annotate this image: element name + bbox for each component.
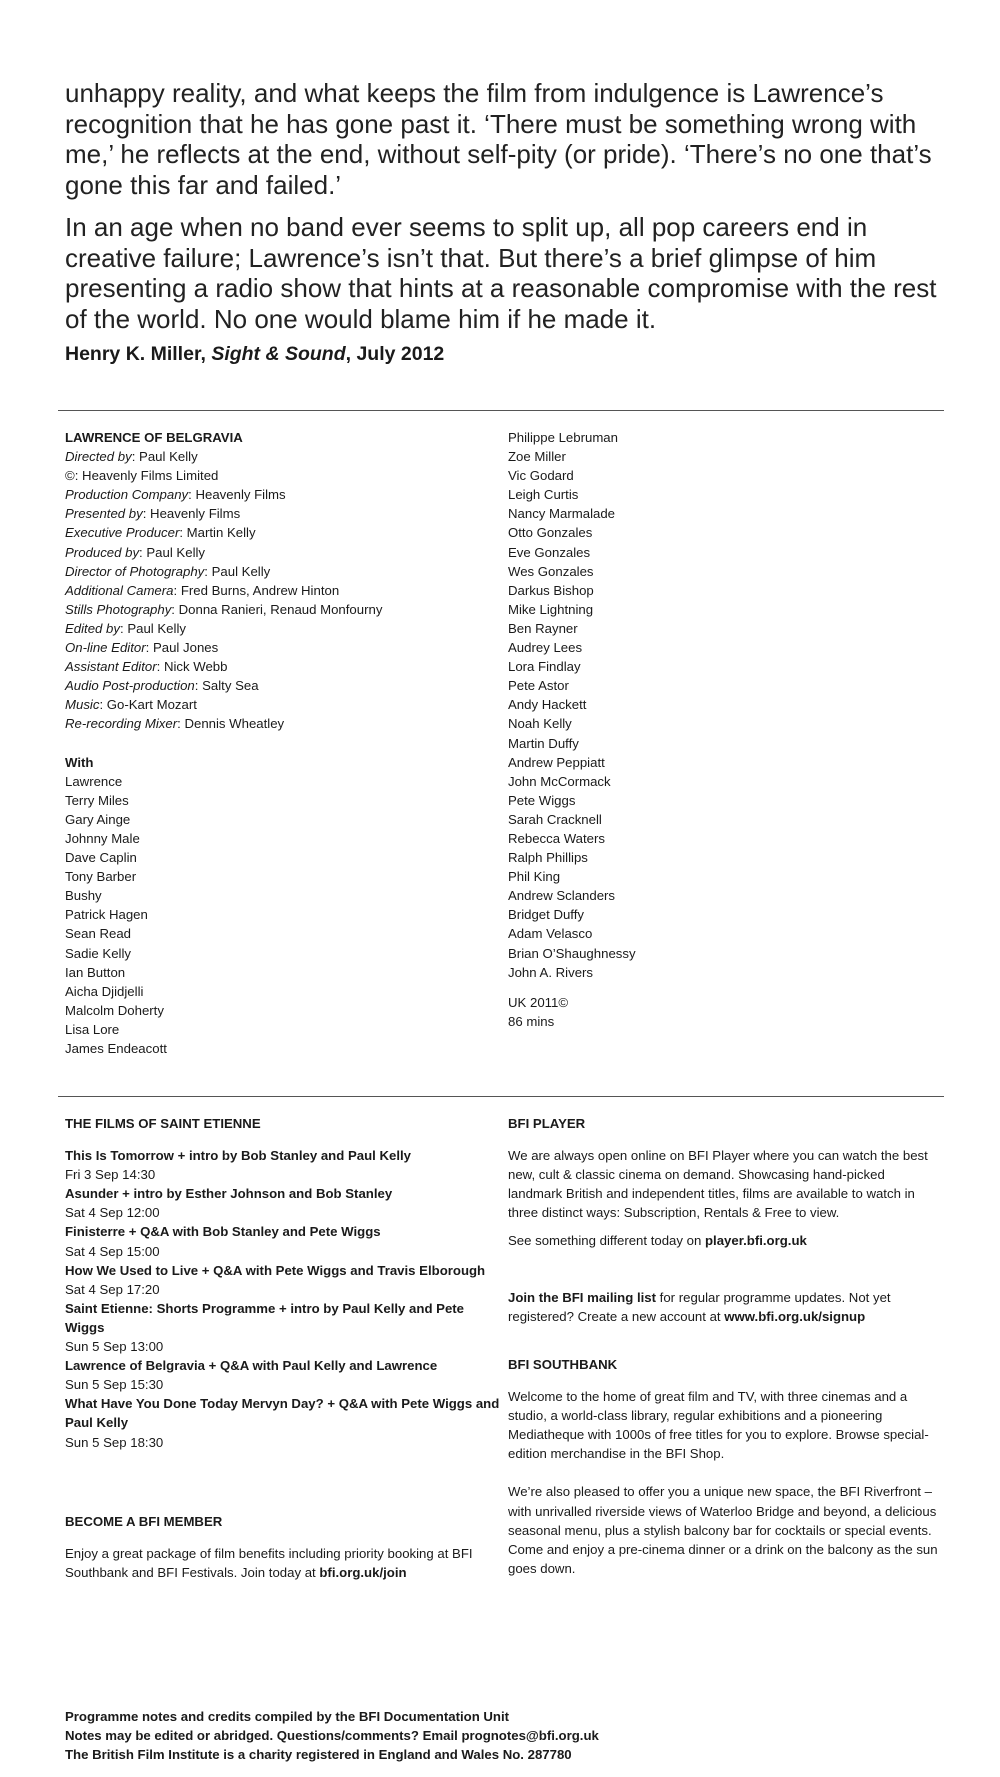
crew-role: Additional Camera xyxy=(65,582,174,598)
crew-role: Production Company xyxy=(65,487,189,503)
crew-name: : Paul Kelly xyxy=(131,449,198,465)
cast-member: Patrick Hagen xyxy=(65,907,148,923)
cast-member: Adam Velasco xyxy=(508,926,593,942)
cast-member: Rebecca Waters xyxy=(508,830,605,846)
films-section xyxy=(65,1114,500,1452)
southbank-section-title: BFI SOUTHBANK xyxy=(508,1357,618,1372)
crew-credit xyxy=(65,504,485,523)
cast-member: Lora Findlay xyxy=(508,659,581,675)
cast-member: John McCormack xyxy=(508,773,611,789)
film-screening-time: Sun 5 Sep 15:30 xyxy=(65,1377,164,1393)
credits-title: LAWRENCE OF BELGRAVIA xyxy=(65,430,243,445)
cast-member: Aicha Djidjelli xyxy=(65,983,144,999)
cast-member: Ben Rayner xyxy=(508,620,578,636)
cast-member: Lawrence xyxy=(65,773,123,789)
country-year: UK 2011© xyxy=(508,994,569,1010)
player-text: We are always open online on BFI Player where you can watch the best new, cult & classic cinema on demand. Showcasing hand-picked landmark British and independent titles, films are available to watch in three distinct ways: Subscription, Rentals & Free to view. xyxy=(508,1148,928,1221)
crew-role: Assistant Editor xyxy=(65,659,157,675)
member-section-title: BECOME A BFI MEMBER xyxy=(65,1514,223,1529)
review-paragraph-2: In an age when no band ever seems to split up, all pop careers end in creative failure; Lawrence’s isn’t that. But there’s a brief glimpse of him presenting a radio show that hints at a reasonable compromise with the rest of the world. No one would blame him if he made it. xyxy=(65,212,937,334)
runtime: 86 mins xyxy=(508,1013,555,1029)
crew-credit xyxy=(65,485,485,504)
cast-member: Johnny Male xyxy=(65,830,140,846)
cast-member: Eve Gonzales xyxy=(508,544,591,560)
crew-role: Music xyxy=(65,697,100,713)
crew-credit xyxy=(65,600,485,619)
crew-role: Executive Producer xyxy=(65,525,180,541)
cast-member: Tony Barber xyxy=(65,869,137,885)
cast-member: Andrew Sclanders xyxy=(508,888,616,904)
films-list xyxy=(65,1146,500,1452)
southbank-text-2: We’re also pleased to offer you a unique new space, the BFI Riverfront – with unrivalled riverside views of Waterloo Bridge and beyond, a delicious seasonal menu, plus a stylish balcony bar for cocktails or special events. Come and enjoy a pre-cinema dinner or a drink on the balcony as the sun goes down. xyxy=(508,1484,938,1576)
cast-member: Pete Astor xyxy=(508,678,569,694)
player-link[interactable]: player.bfi.org.uk xyxy=(704,1233,807,1249)
films-section-title: THE FILMS OF SAINT ETIENNE xyxy=(65,1116,261,1131)
signup-link[interactable]: www.bfi.org.uk/signup xyxy=(724,1308,866,1324)
film-screening-time: Sat 4 Sep 15:00 xyxy=(65,1243,160,1259)
player-section xyxy=(508,1114,938,1335)
member-section xyxy=(65,1512,485,1591)
cast-member: Vic Godard xyxy=(508,468,574,484)
cast-member: Ralph Phillips xyxy=(508,850,588,866)
cast-list-left xyxy=(65,772,485,1058)
cast-member: Nancy Marmalade xyxy=(508,506,616,522)
review-author: Henry K. Miller, xyxy=(65,343,206,365)
cast-member: Gary Ainge xyxy=(65,811,131,827)
divider-top xyxy=(58,410,944,411)
review-publication: Sight & Sound xyxy=(211,343,346,365)
review-byline xyxy=(65,343,444,366)
cast-member: Leigh Curtis xyxy=(508,487,579,503)
cast-member: Terry Miles xyxy=(65,792,129,808)
cast-member: James Endeacott xyxy=(65,1041,167,1056)
film-screening-time: Sat 4 Sep 12:00 xyxy=(65,1205,160,1221)
crew-role: Re-recording Mixer xyxy=(65,716,178,732)
member-text: Enjoy a great package of film benefits including priority booking at BFI Southbank and BFI Festivals. Join today at bfi.org.uk/join xyxy=(65,1546,473,1581)
cast-member: Sarah Cracknell xyxy=(508,811,602,827)
crew-credit xyxy=(65,657,485,676)
crew-name: : Paul Kelly xyxy=(139,544,206,560)
cast-member: Bridget Duffy xyxy=(508,907,584,923)
film-screening-time: Sat 4 Sep 17:20 xyxy=(65,1281,160,1297)
cast-member: Martin Duffy xyxy=(508,735,579,751)
crew-role: Director of Photography xyxy=(65,563,205,579)
crew-name: : Salty Sea xyxy=(194,678,259,694)
crew-name: : Paul Kelly xyxy=(204,563,271,579)
mailing-list-label[interactable]: Join the BFI mailing list xyxy=(508,1289,657,1305)
cast-member: Brian O’Shaughnessy xyxy=(508,945,636,961)
film-screening-time: Sun 5 Sep 18:30 xyxy=(65,1434,164,1450)
cast-member: Andy Hackett xyxy=(508,697,587,713)
crew-credit xyxy=(65,714,485,733)
crew-credit xyxy=(65,543,485,562)
credits-left-column xyxy=(65,428,485,1058)
crew-name: : Martin Kelly xyxy=(179,525,256,541)
crew-name: : Fred Burns, Andrew Hinton xyxy=(173,582,340,598)
cast-member: John A. Rivers xyxy=(508,964,594,980)
crew-credit xyxy=(65,619,485,638)
review-paragraph-1: unhappy reality, and what keeps the film from indulgence is Lawrence’s recognition that he has gone past it. ‘There must be something wrong with me,’ he reflects at the end, without self-pity (or pride). ‘There’s no one that’s gone this far and failed.’ xyxy=(65,78,932,200)
crew-name: : Paul Kelly xyxy=(120,620,186,636)
crew-credit xyxy=(65,581,485,600)
crew-role: On-line Editor xyxy=(65,640,146,656)
credits-right-column xyxy=(508,428,928,1031)
crew-list xyxy=(65,447,485,733)
cast-member: Ian Button xyxy=(65,964,126,980)
film-title: What Have You Done Today Mervyn Day? + Q&A with Pete Wiggs and Paul Kelly xyxy=(65,1396,500,1431)
cast-member: Philippe Lebruman xyxy=(508,430,618,445)
crew-name: : Heavenly Films xyxy=(188,487,286,503)
film-screening-time: Sun 5 Sep 13:00 xyxy=(65,1339,164,1355)
crew-credit xyxy=(65,638,485,657)
cast-member: Audrey Lees xyxy=(508,640,583,656)
film-title: Asunder + intro by Esther Johnson and Bob Stanley xyxy=(65,1186,393,1202)
cast-list-right xyxy=(508,428,928,982)
film-screening-time: Fri 3 Sep 14:30 xyxy=(65,1167,156,1183)
review-date: , July 2012 xyxy=(345,343,445,365)
cast-member: Noah Kelly xyxy=(508,716,572,732)
cast-member: Dave Caplin xyxy=(65,850,137,866)
crew-role: Presented by xyxy=(65,506,143,522)
footer-line-3: The British Film Institute is a charity registered in England and Wales No. 287780 xyxy=(65,1747,572,1763)
crew-name: : Heavenly Films xyxy=(142,506,241,522)
crew-name: : Dennis Wheatley xyxy=(177,716,285,732)
cast-member: Sadie Kelly xyxy=(65,945,131,961)
cast-member: Malcolm Doherty xyxy=(65,1002,164,1018)
film-title: This Is Tomorrow + intro by Bob Stanley and Paul Kelly xyxy=(65,1148,411,1164)
crew-credit xyxy=(65,562,485,581)
footer-line-1: Programme notes and credits compiled by the BFI Documentation Unit xyxy=(65,1709,510,1724)
cast-with-label: With xyxy=(65,754,94,770)
cast-member: Otto Gonzales xyxy=(508,525,593,541)
mailing-list-text: Join the BFI mailing list for regular programme updates. Not yet registered? Create a new account at www.bfi.org.uk/signup xyxy=(508,1289,891,1324)
cast-member: Mike Lightning xyxy=(508,601,594,617)
crew-role: Edited by xyxy=(65,620,120,636)
crew-credit xyxy=(65,466,485,485)
cast-member: Darkus Bishop xyxy=(508,582,594,598)
player-see: See something different today on player.bfi.org.uk xyxy=(508,1233,807,1249)
film-title: Lawrence of Belgravia + Q&A with Paul Kelly and Lawrence xyxy=(65,1358,438,1374)
cast-member: Pete Wiggs xyxy=(508,792,576,808)
crew-credit xyxy=(65,695,485,714)
crew-credit xyxy=(65,447,485,466)
crew-credit xyxy=(65,523,485,542)
crew-credit xyxy=(65,676,485,695)
crew-name: ©: Heavenly Films Limited xyxy=(65,468,219,484)
cast-member: Zoe Miller xyxy=(508,449,566,465)
cast-member: Bushy xyxy=(65,888,102,904)
crew-name: : Donna Ranieri, Renaud Monfourny xyxy=(171,601,383,617)
film-title: Finisterre + Q&A with Bob Stanley and Pete Wiggs xyxy=(65,1224,381,1240)
cast-member: Sean Read xyxy=(65,926,131,942)
footer-line-2: Notes may be edited or abridged. Questions/comments? Email prognotes@bfi.org.uk xyxy=(65,1728,599,1744)
footer xyxy=(65,1707,599,1764)
southbank-text-1: Welcome to the home of great film and TV, with three cinemas and a studio, a world-class library, regular exhibitions and a pioneering Mediatheque with 1000s of free titles for you to explore. Browse special-edition merchandise in the BFI Shop. xyxy=(508,1389,929,1462)
crew-name: : Nick Webb xyxy=(156,659,228,675)
crew-role: Stills Photography xyxy=(65,601,172,617)
divider-middle xyxy=(58,1096,944,1097)
cast-member: Andrew Peppiatt xyxy=(508,754,605,770)
crew-name: : Paul Jones xyxy=(145,640,219,656)
cast-member: Lisa Lore xyxy=(65,1021,120,1037)
southbank-section xyxy=(508,1355,938,1587)
review-excerpt xyxy=(65,78,955,346)
cast-member: Phil King xyxy=(508,869,561,885)
player-section-title: BFI PLAYER xyxy=(508,1116,586,1131)
crew-role: Audio Post-production xyxy=(65,678,195,694)
film-title: How We Used to Live + Q&A with Pete Wiggs and Travis Elborough xyxy=(65,1262,486,1278)
crew-name: : Go-Kart Mozart xyxy=(99,697,197,713)
crew-role: Directed by xyxy=(65,449,132,465)
film-title: Saint Etienne: Shorts Programme + intro by Paul Kelly and Pete Wiggs xyxy=(65,1300,465,1335)
cast-member: Wes Gonzales xyxy=(508,563,594,579)
crew-role: Produced by xyxy=(65,544,140,560)
member-link[interactable]: bfi.org.uk/join xyxy=(319,1565,407,1581)
